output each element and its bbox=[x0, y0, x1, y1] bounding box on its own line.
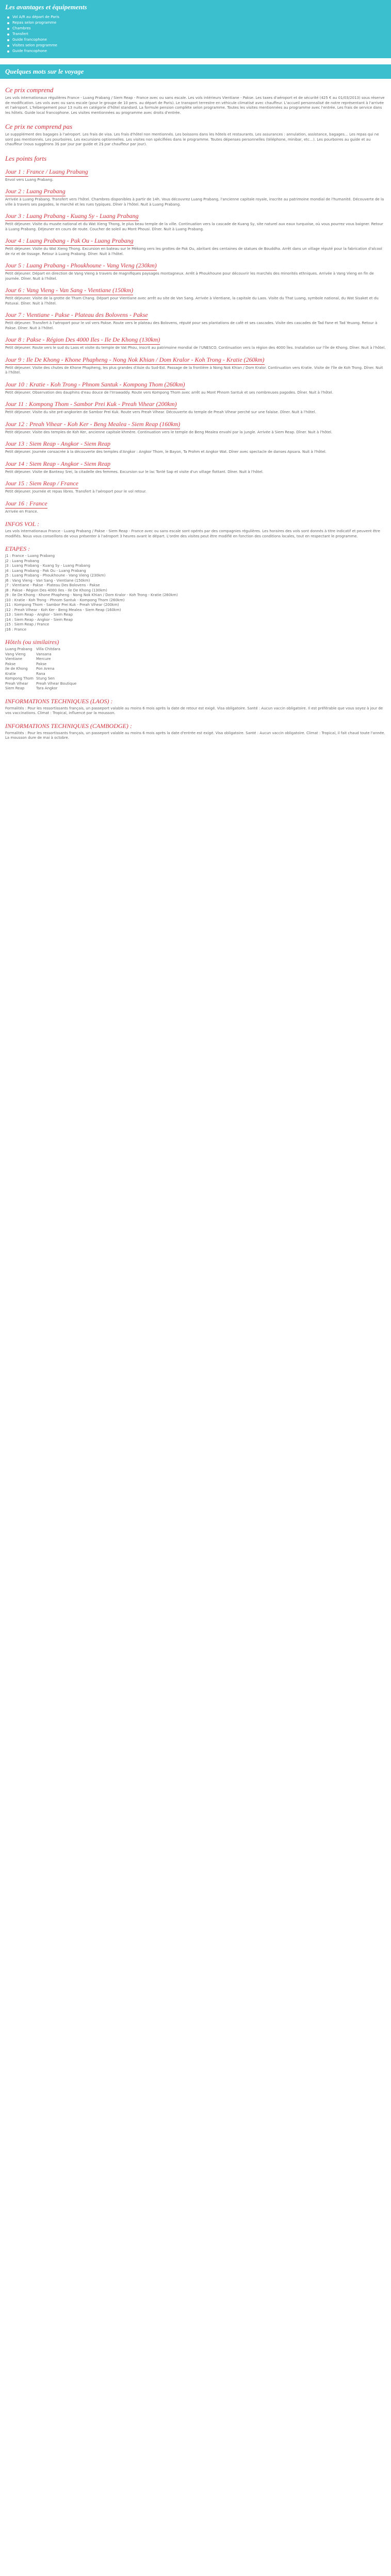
hotel-item bbox=[5, 686, 386, 691]
hotel-name: Stung Sen bbox=[36, 676, 55, 681]
day-title: Jour 13 : Siem Reap - Angkor - Siem Reap bbox=[5, 440, 110, 449]
hotels-list bbox=[5, 647, 386, 691]
day-text: Petit déjeuner. Transfert à l'aéroport pour le vol vers Pakse. Route vers le plateau des Bolovens, réputé pour ses plantations de café et ses cascades. Visite des cascades de Tad Fane et Tad Yeuang. Retour à Pakse. Dîner. Nuit à l'hôtel. bbox=[5, 321, 378, 330]
day-title: Jour 15 : Siem Reap / France bbox=[5, 480, 78, 488]
steps-title: ETAPES : bbox=[5, 545, 30, 552]
practical-title: Quelques mots sur le voyage bbox=[0, 64, 391, 79]
step-item: J15 : Siem Reap / France bbox=[5, 622, 50, 626]
itinerary-days bbox=[5, 168, 386, 515]
tech-cambodia-text: Formalités : Pour les ressortissants français, un passeport valable au moins 6 mois après la date d'entrée est exigé. Visa obligatoire. Santé : Aucun vaccin obligatoire. Climat : Tropical, il fait chaud toute l'année. La mousson dure de mai à octobre. bbox=[5, 731, 385, 740]
page bbox=[0, 0, 391, 751]
hotel-city: Pakse bbox=[5, 662, 16, 666]
hotel-name: Pakse bbox=[36, 662, 47, 666]
step-item: J3 : Luang Prabang - Kuang Sy - Luang Prabang bbox=[5, 564, 90, 568]
day-text: Petit déjeuner. Route vers le sud du Laos et visite du temple de Vat Phou, inscrit au patrimoine mondial de l'UNESCO. Continuation vers la région des 4000 îles. Installation sur l'île de Khong. Dîner. Nuit à l'hôtel. bbox=[5, 346, 386, 350]
hotel-city: Kratie bbox=[5, 671, 16, 676]
step-item: J10 : Kratie - Koh Trong - Phnom Santuk - Kompong Thom (260km) bbox=[5, 598, 125, 602]
itinerary-title: Les points forts bbox=[5, 154, 47, 162]
step-item: J11 : Kompong Thom - Sambor Prei Kuk - Preah Vihear (200km) bbox=[5, 603, 119, 607]
day-block bbox=[5, 212, 386, 232]
day-title: Jour 10 : Kratie - Koh Trong - Phnom Santuk - Kompong Thom (260km) bbox=[5, 381, 185, 389]
included-title: Ce prix comprend bbox=[5, 86, 54, 94]
hotel-name: Mercure bbox=[36, 657, 51, 661]
day-text: Petit déjeuner. Visite des chutes de Khone Phapheng, les plus grandes d'Asie du Sud-Est. Passage de la frontière à Nong Nok Khian / Dom Kralor. Continuation vers Kratie. Visite de l'île de Koh Trong. Dîner. Nuit à l'hôtel. bbox=[5, 365, 383, 375]
step-item: J1 : France - Luang Prabang bbox=[5, 554, 55, 558]
hotel-item bbox=[5, 667, 386, 672]
day-text: Petit déjeuner. Journée et repas libres. Transfert à l'aéroport pour le vol retour. bbox=[5, 489, 146, 494]
advantage-item: Transfert bbox=[7, 31, 386, 37]
advantage-item: Guide francophone bbox=[7, 48, 386, 54]
day-block bbox=[5, 381, 386, 396]
day-block bbox=[5, 262, 386, 281]
advantage-item: Chambres bbox=[7, 26, 386, 31]
day-block bbox=[5, 400, 386, 415]
hotel-item bbox=[5, 657, 386, 662]
hotel-name: Preah Vihear Boutique bbox=[36, 681, 77, 686]
day-block bbox=[5, 237, 386, 257]
advantage-item: Visites selon programme bbox=[7, 43, 386, 48]
day-block bbox=[5, 480, 386, 495]
advantage-item: Guide francophone bbox=[7, 37, 386, 43]
day-title: Jour 7 : Vientiane - Pakse - Plateau des Bolovens - Pakse bbox=[5, 311, 148, 320]
day-block bbox=[5, 168, 386, 183]
day-block bbox=[5, 286, 386, 306]
tech-cambodia-title: INFORMATIONS TECHNIQUES (CAMBODGE) : bbox=[5, 722, 132, 730]
advantage-item: Repas selon programme bbox=[7, 20, 386, 26]
hotel-city: Vang Vieng bbox=[5, 652, 26, 656]
info-vol-text: Les vols internationaux France - Luang Prabang / Pakse - Siem Reap - France avec ou sans escale sont opérés par des compagnies régulières. Les horaires des vols sont donnés à titre indicatif et peuvent être modifiés. Nous vous conseillons de vous présenter à l'aéroport 3 heures avant le départ. L'ordre des visites peut être modifié en fonction des conditions locales, tout en respectant le programme. bbox=[5, 529, 380, 538]
hotel-name: Rana bbox=[36, 671, 45, 676]
info-vol-title: INFOS VOL : bbox=[5, 520, 40, 528]
hotel-city: Kompong Thom bbox=[5, 676, 34, 681]
tech-laos-text: Formalités : Pour les ressortissants français, un passeport valable au moins 6 mois après la date de retour est exigé. Visa obligatoire. Santé : Aucun vaccin obligatoire. Il est préférable que vous soyez à jour de vos vaccinations. Climat : Tropical, influencé par la mousson. bbox=[5, 706, 383, 715]
day-title: Jour 14 : Siem Reap - Angkor - Siem Reap bbox=[5, 460, 110, 469]
steps-list bbox=[5, 554, 386, 632]
day-block bbox=[5, 420, 386, 435]
day-text: Petit déjeuner. Visite de la grotte de Tham Chang. Départ pour Vientiane avec arrêt au site de Van Sang. Arrivée à Vientiane, la capitale du Laos. Visite du That Luang, symbole national, du Wat Sisaket et du Patuxai. Dîner. Nuit à l'hôtel. bbox=[5, 296, 379, 306]
day-title: Jour 8 : Pakse - Région Des 4000 Iles - Ile De Khong (130km) bbox=[5, 336, 160, 345]
included-text: Les vols internationaux régulières France - Luang Prabang / Siem Reap - France avec ou sans escale. Les vols intérieurs Vientiane - Pakse. Les taxes d'aéroport et de sécurité (425 € au 01/03/2013) sous réserve de modification. Les vols avec ou sans escale (pour le groupe de 10 pers. au départ de Paris). Le transport terrestre en véhicule climatisé avec chauffeur. L'accueil personnalisé de notre représentant à l'arrivée et l'aéroport. L'hébergement pour 13 nuits en catégorie d'hôtel standard. La formule pension complète selon programme. Toutes les visites mentionnées au programme avec l'entrée. Les frais de service dans les hôtels. Guide local francophone. Les visites mentionnées au programme avec droits d'entrée. bbox=[5, 96, 385, 115]
day-title: Jour 9 : Ile De Khong - Khone Phapheng - Nong Nok Khian / Dom Kralor - Koh Trong - Kratie (260km) bbox=[5, 356, 265, 365]
practical-section bbox=[0, 86, 391, 741]
step-item: J12 : Preah Vihear - Koh Ker - Beng Mealea - Siem Reap (160km) bbox=[5, 607, 121, 612]
step-item: J7 : Vientiane - Pakse - Plateau Des Bolovens - Pakse bbox=[5, 583, 100, 587]
day-text: Arrivée en France. bbox=[5, 509, 38, 514]
hotel-item bbox=[5, 652, 386, 657]
day-block bbox=[5, 356, 386, 376]
steps-section bbox=[5, 545, 386, 632]
day-text: Arrivée à Luang Prabang. Transfert vers l'hôtel. Chambres disponibles à partir de 14h. Vous découvrez Luang Prabang, l'ancienne capitale royale, inscrite au patrimoine mondial de l'humanité. Découverte de la ville à travers ses pagodes, le marché et les rues typiques. Dîner à l'hôtel. Nuit à Luang Prabang. bbox=[5, 197, 384, 207]
hotel-name: Vansana bbox=[36, 652, 52, 656]
day-text: Petit déjeuner. Visite du site pré-angkorien de Sambor Prei Kuk. Route vers Preah Vihear. Découverte du temple de Preah Vihear perché sur une falaise. Dîner. Nuit à l'hôtel. bbox=[5, 410, 316, 414]
excluded-title: Ce prix ne comprend pas bbox=[5, 123, 73, 130]
day-title: Jour 6 : Vang Vieng - Van Sang - Vientiane (150km) bbox=[5, 286, 133, 295]
hotel-name: Tara Angkor bbox=[36, 686, 58, 690]
day-text: Petit déjeuner. Journée consacrée à la découverte des temples d'Angkor : Angkor Thom, le Bayon, Ta Prohm et Angkor Wat. Dîner avec spectacle de danses Apsara. Nuit à l'hôtel. bbox=[5, 450, 327, 454]
hotel-item bbox=[5, 647, 386, 652]
day-text: Petit déjeuner. Observation des dauphins d'eau douce de l'Irrawaddy. Route vers Kompong Thom avec arrêt au Mont Phnom Santuk et ses nombreuses pagodes. Dîner. Nuit à l'hôtel. bbox=[5, 390, 333, 395]
day-block bbox=[5, 460, 386, 475]
tech-laos-title: INFORMATIONS TECHNIQUES (LAOS) : bbox=[5, 697, 113, 705]
day-title: Jour 11 : Kompong Thom - Sambor Prei Kuk - Preah Vihear (200km) bbox=[5, 400, 177, 409]
day-block bbox=[5, 311, 386, 331]
advantages-section bbox=[0, 0, 391, 58]
hotels-section bbox=[5, 638, 386, 691]
step-item: J6 : Vang Vieng - Van Sang - Vientiane (150km) bbox=[5, 578, 90, 583]
hotel-name: Villa Chitdara bbox=[36, 647, 60, 651]
day-title: Jour 3 : Luang Prabang - Kuang Sy - Luang Prabang bbox=[5, 212, 139, 221]
day-title: Jour 1 : France / Luang Prabang bbox=[5, 168, 88, 177]
step-item: J9 : Ile De Khong - Khone Phapheng - Nong Nok Khian / Dom Kralor - Koh Trong - Kratie (260km) bbox=[5, 593, 178, 597]
day-text: Petit déjeuner. Visite du Wat Xieng Thong. Excursion en bateau sur le Mékong vers les grottes de Pak Ou, abritant des centaines de statues de Bouddha. Arrêt dans un village réputé pour la fabrication d'alcool de riz et de tissage. Retour à Luang Prabang. Dîner. Nuit à l'hôtel. bbox=[5, 247, 382, 256]
day-title: Jour 4 : Luang Prabang - Pak Ou - Luang Prabang bbox=[5, 237, 134, 246]
day-title: Jour 2 : Luang Prabang bbox=[5, 188, 66, 196]
hotel-city: Ile de Khong bbox=[5, 667, 28, 671]
hotel-city: Luang Prabang bbox=[5, 647, 32, 651]
step-item: J16 : France bbox=[5, 627, 27, 632]
hotel-name: Pon Arena bbox=[36, 667, 55, 671]
hotel-city: Vientiane bbox=[5, 657, 23, 661]
day-text: Petit déjeuner. Visite du musée national et du Wat Xieng Thong, le plus beau temple de la ville. Continuation vers la cascade de Kuang Sy, site naturel aux eaux turquoise, où vous pourrez vous baigner. Retour à Luang Prabang. Déjeuner en cours de route. Coucher de soleil au Mont Phousi. Dîner. Nuit à Luang Prabang. bbox=[5, 222, 383, 231]
hotel-item bbox=[5, 682, 386, 687]
day-text: Petit déjeuner. Visite de Banteay Srei, la citadelle des femmes. Excursion sur le lac Tonlé Sap et visite d'un village flottant. Dîner. Nuit à l'hôtel. bbox=[5, 469, 264, 474]
hotel-city: Siem Reap bbox=[5, 686, 25, 690]
hotel-city: Preah Vihear bbox=[5, 681, 28, 686]
day-title: Jour 12 : Preah Vihear - Koh Ker - Beng Mealea - Siem Reap (160km) bbox=[5, 420, 180, 429]
day-title: Jour 5 : Luang Prabang - Phoukhoune - Vang Vieng (230km) bbox=[5, 262, 157, 270]
excluded-text: Le suppplément des bagages à l'aéroport. Les frais de visa. Les frais d'hôtel non mentionnés. Les boissons dans les hôtels et restaurants. Les assurances : annulation, assistance, bagages… Les repas qui ne sont pas mentionnés. Les pourboires. Les excursions optionnelles. Les visites non spécifiées dans le programme. Toutes dépenses personnelles (téléphone, minibar, etc…). Les pourboires au guide et au chauffeur (nous suggérons 3$ par jour par guide et 2$ par chauffeur par jour). bbox=[5, 132, 379, 146]
advantage-item: Vol A/R au départ de Paris bbox=[7, 14, 386, 20]
day-block bbox=[5, 500, 386, 515]
step-item: J14 : Siem Reap - Angkor - Siem Reap bbox=[5, 617, 73, 622]
tech-cambodia-section bbox=[5, 722, 386, 741]
hotel-item bbox=[5, 676, 386, 682]
step-item: J2 : Luang Prabang bbox=[5, 558, 39, 563]
step-item: J13 : Siem Reap - Angkor - Siem Reap bbox=[5, 613, 73, 617]
advantages-title: Les avantages et équipements bbox=[0, 0, 391, 14]
day-block bbox=[5, 440, 386, 455]
step-item: J5 : Luang Prabang - Phoukhoune - Vang Vieng (230km) bbox=[5, 573, 106, 578]
step-item: J8 : Pakse - Région Des 4000 Iles - Ile De Khong (130km) bbox=[5, 588, 107, 592]
info-vol bbox=[5, 520, 386, 539]
advantages-list bbox=[0, 14, 391, 58]
day-text: Petit déjeuner. Visite des temples de Koh Ker, ancienne capitale khmère. Continuation vers le temple de Beng Mealea envahi par la jungle. Arrivée à Siem Reap. Dîner. Nuit à l'hôtel. bbox=[5, 430, 333, 434]
tech-laos-section bbox=[5, 698, 386, 716]
day-text: Envol vers Luang Prabang. bbox=[5, 177, 54, 182]
step-item: J4 : Luang Prabang - Pak Ou - Luang Prabang bbox=[5, 568, 86, 573]
day-block bbox=[5, 188, 386, 207]
hotel-item bbox=[5, 662, 386, 667]
hotels-title: Hôtels (ou similaires) bbox=[5, 638, 59, 646]
day-block bbox=[5, 336, 386, 351]
day-title: Jour 16 : France bbox=[5, 500, 47, 509]
day-text: Petit déjeuner. Départ en direction de Vang Vieng à travers de magnifiques paysages montagneux. Arrêt à Phoukhoune pour découvrir les marchés des minorités ethniques. Arrivée à Vang Vieng en fin de journée. Dîner. Nuit à l'hôtel. bbox=[5, 272, 374, 281]
hotel-item bbox=[5, 672, 386, 677]
